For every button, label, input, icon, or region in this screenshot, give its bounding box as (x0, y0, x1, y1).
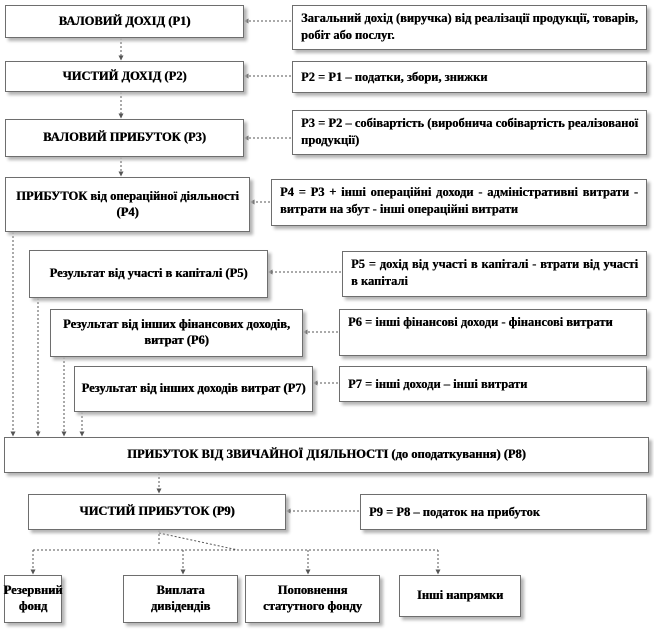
p2-label: ЧИСТИЙ ДОХІД (Р2) (62, 68, 187, 83)
p1-label: ВАЛОВИЙ ДОХІД (Р1) (58, 13, 191, 28)
p4-operating-profit-box (5, 177, 250, 232)
note-p2-text: Р2 = Р1 – податки, збори, знижки (301, 69, 488, 84)
note-p4-text: Р4 = Р3 + інші операційні доходи - адміністративні витрати - витрати на збут - інші операційні витрати (280, 185, 638, 216)
p9-net-profit-box (28, 494, 286, 530)
note-p2 (292, 61, 647, 93)
p3-label: ВАЛОВИЙ ПРИБУТОК (Р3) (43, 130, 206, 145)
note-p1 (292, 5, 647, 50)
use-reserve-fund-box (4, 575, 62, 623)
note-p6-text: Р6 = інші фінансові доходи - фінансові витрати (348, 315, 613, 329)
use-charter-capital-label: Поповнення статутного фонду (263, 583, 362, 613)
note-p5-text: Р5 = дохід від участі в капіталі - втрати від участі в капіталі (351, 257, 638, 288)
note-p3-text: Р3 = Р2 – собівартість (виробнича собівартість реалізованої продукції) (301, 116, 638, 147)
use-other-box (399, 575, 521, 617)
note-p4 (271, 179, 647, 226)
use-charter-capital-box (245, 575, 380, 623)
note-p1-text: Загальний дохід (виручка) від реалізації продукції, товарів, робіт або послуг. (301, 11, 638, 42)
use-reserve-fund-label: Резервний фонд (3, 583, 63, 613)
use-dividends-box (123, 575, 238, 623)
p8-ordinary-profit-box (4, 437, 649, 473)
note-p9 (360, 494, 647, 530)
p7-other-result-box (74, 366, 313, 412)
p9-label: ЧИСТИЙ ПРИБУТОК (Р9) (79, 504, 235, 519)
note-p5 (342, 251, 647, 297)
p5-label: Результат від участі в капіталі (Р5) (49, 266, 248, 281)
use-other-label: Інші напрямки (416, 588, 504, 603)
note-p7-text: Р7 = інші доходи – інші витрати (348, 376, 528, 391)
p6-financial-result-box (50, 309, 303, 357)
note-p7 (339, 366, 647, 402)
p2-net-income-box (5, 61, 244, 92)
p5-equity-result-box (29, 250, 268, 298)
p4-label: ПРИБУТОК від операційної діяльності (Р4) (16, 188, 239, 219)
p6-label: Результат від інших фінансових доходів, витрат (Р6) (62, 317, 290, 347)
p3-gross-profit-box (5, 119, 244, 157)
p7-label: Результат від інших доходів витрат (Р7) (81, 381, 306, 396)
p1-gross-income-box (5, 5, 244, 38)
note-p3 (292, 110, 647, 155)
note-p9-text: Р9 = Р8 – податок на прибуток (369, 504, 540, 519)
use-dividends-label: Виплата дивідендів (150, 583, 211, 613)
note-p6 (339, 309, 647, 356)
p8-label: ПРИБУТОК ВІД ЗВИЧАЙНОЇ ДІЯЛЬНОСТІ (до оподаткування) (Р8) (127, 447, 526, 462)
